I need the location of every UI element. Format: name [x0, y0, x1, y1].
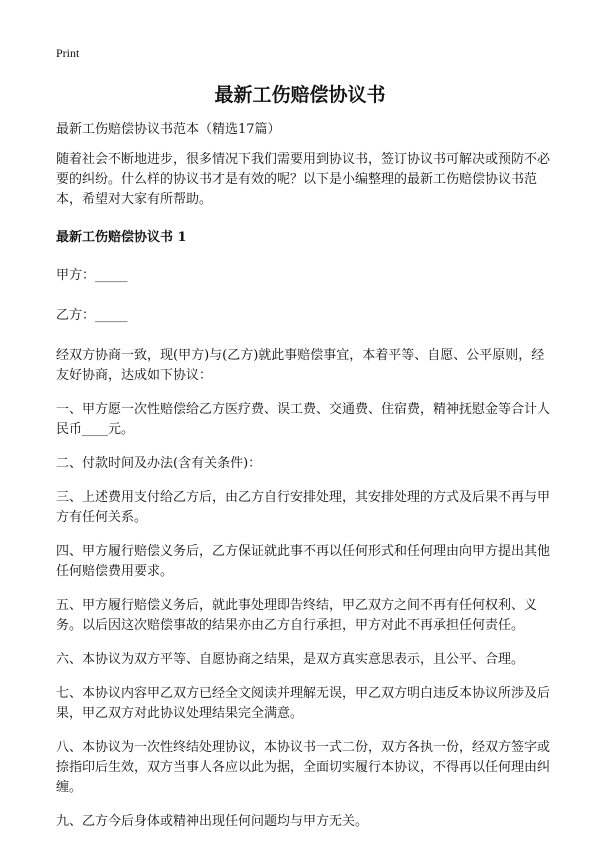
clause-1: 一、甲方愿一次性赔偿给乙方医疗费、误工费、交通费、住宿费，精神抚慰金等合计人民币____元。	[56, 402, 551, 437]
clause-5: 五、甲方履行赔偿义务后，就此事处理即告终结，甲乙双方之间不再有任何权利、义务。以后因这次赔偿事故的结果亦由乙方自行承担，甲方对此不再承担任何责任。	[56, 598, 538, 633]
clause-7: 七、本协议内容甲乙双方已经全文阅读并理解无误，甲乙双方明白违反本协议所涉及后果，甲乙双方对此协议处理结果完全满意。	[56, 686, 551, 721]
document-subtitle: 最新工伤赔偿协议书范本（精选17篇）	[56, 122, 281, 137]
clause-4: 四、甲方履行赔偿义务后，乙方保证就此事不再以任何形式和任何理由向甲方提出其他任何赔偿费用要求。	[56, 544, 551, 579]
clause-9: 九、乙方今后身体或精神出现任何问题均与甲方无关。	[56, 814, 369, 829]
document-title: 最新工伤赔偿协议书	[214, 84, 386, 106]
section-heading: 最新工伤赔偿协议书 1	[56, 230, 187, 245]
clause-3: 三、上述费用支付给乙方后，由乙方自行安排处理，其安排处理的方式及后果不再与甲方有任何关系。	[56, 490, 551, 525]
print-label: Print	[56, 46, 80, 60]
document-body	[56, 120, 550, 846]
preamble-paragraph: 经双方协商一致，现(甲方)与(乙方)就此事赔偿事宜，本着平等、自愿、公平原则，经友好协商，达成如下协议：	[56, 348, 545, 383]
party-b-field: 乙方：_____	[56, 308, 128, 323]
clause-8: 八、本协议为一次性终结处理协议，本协议书一式二份，双方各执一份，经双方签字或捺指印后生效，双方当事人各应以此为据，全面切实履行本协议，不得再以任何理由纠缠。	[56, 740, 551, 795]
clause-6: 六、本协议为双方平等、自愿协商之结果，是双方真实意思表示，且公平、合理。	[56, 652, 525, 667]
intro-paragraph: 随着社会不断地进步，很多情况下我们需要用到协议书，签订协议书可解决或预防不必要的纠纷。什么样的协议书才是有效的呢？以下是小编整理的最新工伤赔偿协议书范本，希望对大家有所帮助。	[56, 152, 551, 207]
clause-2: 二、付款时间及办法(含有关条件)：	[56, 456, 262, 471]
party-a-field: 甲方：_____	[56, 268, 128, 283]
